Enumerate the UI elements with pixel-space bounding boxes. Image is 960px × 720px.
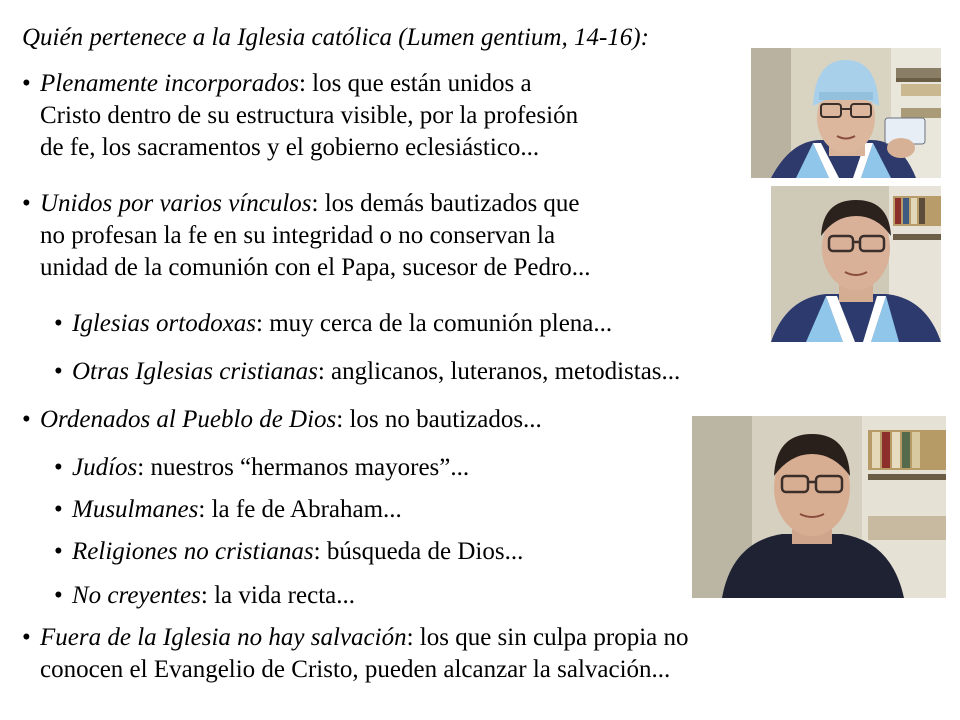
webcam-photo-beanie-image (751, 48, 941, 178)
item-term: Unidos por varios vínculos (40, 190, 312, 217)
item-term: Otras Iglesias cristianas (72, 358, 318, 385)
slide-title: Quién pertenece a la Iglesia católica (Lumen gentium, 14-16): (22, 24, 649, 51)
subbullet-otras-iglesias (54, 356, 681, 388)
item-term: No creyentes (72, 582, 201, 609)
item-term: Fuera de la Iglesia no hay salvación (40, 624, 407, 651)
webcam-photo-beanie (751, 48, 941, 178)
webcam-photo-scarf (771, 186, 941, 342)
item-text: : búsqueda de Dios... (313, 538, 524, 565)
bullet-dot: • (22, 190, 31, 217)
item-term: Judíos (72, 454, 138, 481)
item-term: Ordenados al Pueblo de Dios (40, 406, 337, 433)
item-text: : los que sin culpa propia no (406, 624, 689, 651)
bullet-plenamente-incorporados (22, 68, 579, 164)
item-term: Iglesias ortodoxas (72, 310, 257, 337)
item-term: Religiones no cristianas (72, 538, 314, 565)
subbullet-musulmanes (54, 494, 402, 526)
item-text-line: conocen el Evangelio de Cristo, pueden alcanzar la salvación... (40, 656, 671, 683)
bullet-dot: • (54, 582, 63, 609)
subbullet-judios (54, 452, 470, 484)
bullet-dot: • (54, 358, 63, 385)
item-text: : los que están unidos a (298, 70, 532, 97)
bullet-dot: • (54, 310, 63, 337)
bullet-ordenados-pueblo-de-dios (22, 404, 542, 436)
subbullet-iglesias-ortodoxas (54, 308, 613, 340)
bullet-dot: • (54, 538, 63, 565)
bullet-fuera-de-la-iglesia (22, 622, 689, 686)
bullet-dot: • (22, 624, 31, 651)
item-term: Musulmanes (72, 496, 199, 523)
item-text-line: unidad de la comunión con el Papa, sucesor de Pedro... (40, 254, 591, 281)
item-text: : muy cerca de la comunión plena... (256, 310, 613, 337)
item-text: : nuestros “hermanos mayores”... (137, 454, 470, 481)
item-text-line: no profesan la fe en su integridad o no conservan la (40, 222, 556, 249)
webcam-photo-sweater-image (692, 416, 946, 598)
bullet-dot: • (54, 496, 63, 523)
subbullet-religiones-no-cristianas (54, 536, 524, 568)
bullet-dot: • (54, 454, 63, 481)
webcam-photo-sweater (692, 416, 946, 598)
item-text: : los demás bautizados que (311, 190, 580, 217)
item-text-line: Cristo dentro de su estructura visible, por la profesión (40, 102, 579, 129)
bullet-dot: • (22, 70, 31, 97)
webcam-photo-scarf-image (771, 186, 941, 342)
item-text: : los no bautizados... (336, 406, 542, 433)
subbullet-no-creyentes (54, 580, 355, 612)
item-text-line: de fe, los sacramentos y el gobierno eclesiástico... (40, 134, 540, 161)
item-text: : anglicanos, luteranos, metodistas... (317, 358, 681, 385)
bullet-unidos-por-varios-vinculos (22, 188, 591, 284)
item-term: Plenamente incorporados (40, 70, 299, 97)
item-text: : la fe de Abraham... (198, 496, 402, 523)
bullet-dot: • (22, 406, 31, 433)
item-text: : la vida recta... (200, 582, 355, 609)
